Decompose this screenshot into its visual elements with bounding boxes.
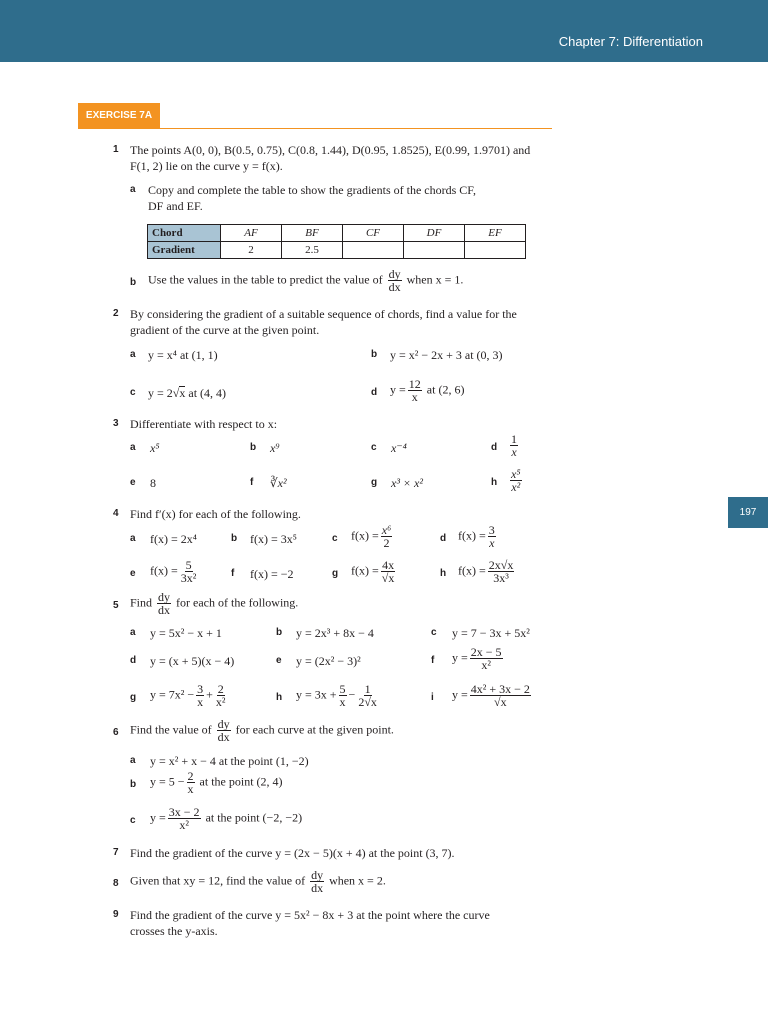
question-4e-expression xyxy=(150,559,199,584)
fraction xyxy=(187,770,195,795)
question-3g-expression: x³ × x² xyxy=(391,476,423,490)
fraction-denominator: dx xyxy=(388,280,401,294)
question-9-text-line2: crosses the y-axis. xyxy=(130,924,218,938)
question-4b-expression: f(x) = 3x⁵ xyxy=(250,532,297,546)
expr-part: at (4, 4) xyxy=(185,386,227,400)
question-6c-label: c xyxy=(130,815,136,826)
expr-part: y = 3x + xyxy=(296,687,337,702)
question-4f-expression: f(x) = −2 xyxy=(250,567,294,581)
question-3g-label: g xyxy=(371,477,378,488)
question-7-number: 7 xyxy=(113,847,119,858)
fraction-numerator: 3 xyxy=(197,682,204,696)
expr-part: f(x) = xyxy=(150,563,178,578)
fraction-denominator: x² xyxy=(511,480,521,494)
question-3c-label: c xyxy=(371,442,377,453)
expr-part: Find xyxy=(130,595,153,610)
fraction-numerator: 5 xyxy=(185,558,192,572)
question-2-text-line2: gradient of the curve at the given point. xyxy=(130,323,320,337)
table-cell: 2.5 xyxy=(282,242,343,259)
fraction xyxy=(470,646,503,671)
fraction-numerator: 1 xyxy=(511,432,517,446)
question-5i-expression xyxy=(452,683,533,708)
expr-part: y = 5 − xyxy=(150,774,185,789)
question-1b-text-post: when x = 1. xyxy=(406,272,464,287)
question-6b-label: b xyxy=(130,779,137,790)
fraction xyxy=(470,683,531,708)
expr-part: y = xyxy=(150,810,166,825)
question-1a-text-line1: Copy and complete the table to show the gradients of the chords CF, xyxy=(148,183,476,197)
question-6-text xyxy=(130,718,394,743)
question-5e-expression: y = (2x² − 3)² xyxy=(296,654,361,668)
fraction-denominator: 2 xyxy=(383,536,390,550)
expr-part: y = xyxy=(390,382,406,397)
fraction-numerator: 3x − 2 xyxy=(168,805,200,819)
question-3c-expression: x⁻⁴ xyxy=(391,441,407,455)
question-4b-label: b xyxy=(231,533,238,544)
question-2a-label: a xyxy=(130,349,136,360)
question-2b-expression: y = x² − 2x + 3 at (0, 3) xyxy=(390,348,503,362)
expr-part: y = xyxy=(452,687,468,702)
question-8-number: 8 xyxy=(113,878,119,889)
fraction-denominator: x² xyxy=(179,818,189,832)
expr-part: − xyxy=(348,687,356,702)
exercise-label: EXERCISE 7A xyxy=(78,103,160,129)
table-cell: CF xyxy=(343,225,404,242)
question-6b-expression xyxy=(150,770,283,795)
question-3f-expression: ∛x² xyxy=(270,476,287,490)
question-4f-label: f xyxy=(231,568,235,579)
fraction xyxy=(215,683,227,708)
question-5h-label: h xyxy=(276,692,283,703)
question-5e-label: e xyxy=(276,655,282,666)
table-cell: Gradient xyxy=(148,242,221,259)
question-3a-expression: x⁵ xyxy=(150,441,160,455)
fraction-denominator: x xyxy=(511,445,517,459)
fraction-numerator: dy xyxy=(388,267,401,281)
fraction-numerator: 2 xyxy=(187,769,194,783)
fraction-denominator: dx xyxy=(158,603,171,617)
table-cell: BF xyxy=(282,225,343,242)
question-5f-expression xyxy=(452,646,505,671)
question-5g-expression xyxy=(150,683,229,708)
fraction-numerator: 1 xyxy=(364,682,371,696)
fraction-numerator: 4x² + 3x − 2 xyxy=(470,682,530,696)
question-6a-label: a xyxy=(130,755,136,766)
question-3b-expression: x⁹ xyxy=(270,441,280,455)
chapter-title: Chapter 7: Differentiation xyxy=(558,34,703,49)
question-5b-expression: y = 2x³ + 8x − 4 xyxy=(296,626,374,640)
question-5b-label: b xyxy=(276,627,283,638)
page-number-tab: 197 xyxy=(728,497,768,528)
fraction xyxy=(180,559,198,584)
chord-gradient-table xyxy=(147,224,526,259)
question-1a-text-line2: DF and EF. xyxy=(148,199,203,213)
table-cell: Chord xyxy=(148,225,221,242)
table-cell: 2 xyxy=(221,242,282,259)
question-3d-label: d xyxy=(491,442,498,453)
radicand: x xyxy=(179,386,186,400)
expr-part: Given that xy = 12, find the value of xyxy=(130,873,306,888)
expr-part: Find the value of xyxy=(130,722,212,737)
question-8-text xyxy=(130,869,386,894)
question-4c-expression xyxy=(351,524,394,549)
table-cell xyxy=(404,242,465,259)
question-6c-expression xyxy=(150,806,302,831)
expr-part: f(x) = xyxy=(458,528,486,543)
question-3h-expression xyxy=(508,468,524,493)
question-2d-expression xyxy=(390,378,464,403)
question-1b-label: b xyxy=(130,277,137,288)
question-4h-expression xyxy=(458,559,516,584)
question-1b-text-pre: Use the values in the table to predict the value of xyxy=(148,272,383,287)
question-2d-label: d xyxy=(371,387,378,398)
fraction xyxy=(168,806,201,831)
fraction-denominator: x² xyxy=(215,695,226,709)
table-cell: AF xyxy=(221,225,282,242)
fraction xyxy=(381,559,396,584)
question-2a-expression: y = x⁴ at (1, 1) xyxy=(148,348,218,362)
question-3e-expression: 8 xyxy=(150,476,156,490)
question-4e-label: e xyxy=(130,568,136,579)
fraction-numerator: dy xyxy=(158,590,171,604)
expr-part: + xyxy=(206,687,213,702)
question-6a-expression: y = x² + x − 4 at the point (1, −2) xyxy=(150,754,309,768)
question-9-number: 9 xyxy=(113,909,119,920)
dy-dx-fraction xyxy=(157,591,171,616)
question-3f-label: f xyxy=(250,477,254,488)
question-1-text-line1: The points A(0, 0), B(0.5, 0.75), C(0.8, 1.44), D(0.95, 1.8525), E(0.99, 1.9701) and xyxy=(130,143,531,157)
question-3-text: Differentiate with respect to x: xyxy=(130,417,278,431)
fraction-denominator: dx xyxy=(311,881,324,895)
fraction-numerator: 5 xyxy=(339,682,346,696)
question-5d-expression: y = (x + 5)(x − 4) xyxy=(150,654,235,668)
question-4d-label: d xyxy=(440,533,447,544)
table-header-row xyxy=(148,225,526,242)
question-2-number: 2 xyxy=(113,308,119,319)
fraction-denominator: √x xyxy=(494,695,507,709)
table-cell: DF xyxy=(404,225,465,242)
dy-dx-fraction xyxy=(217,718,231,743)
question-3a-label: a xyxy=(130,442,136,453)
question-4h-label: h xyxy=(440,568,447,579)
expr-part: at the point (2, 4) xyxy=(199,774,283,789)
fraction xyxy=(510,468,522,493)
expr-part: f(x) = xyxy=(458,563,486,578)
fraction-denominator: dx xyxy=(217,730,230,744)
question-5i-label: i xyxy=(431,692,434,703)
chapter-header-bar xyxy=(0,0,768,62)
fraction-numerator: dy xyxy=(311,868,324,882)
fraction-numerator: dy xyxy=(217,717,230,731)
fraction-denominator: 3x³ xyxy=(493,571,509,585)
fraction-denominator: 3x² xyxy=(180,571,197,585)
question-4-number: 4 xyxy=(113,508,119,519)
dy-dx-fraction xyxy=(388,268,402,293)
question-5-number: 5 xyxy=(113,600,119,611)
question-6-number: 6 xyxy=(113,727,119,738)
question-9-text-line1: Find the gradient of the curve y = 5x² − 8x + 3 at the point where the curve xyxy=(130,908,490,922)
question-1-number: 1 xyxy=(113,144,119,155)
fraction-numerator: 12 xyxy=(408,377,421,391)
table-cell xyxy=(465,242,526,259)
question-5a-label: a xyxy=(130,627,136,638)
question-1b-text xyxy=(148,268,463,293)
question-5h-expression xyxy=(296,683,380,708)
expr-part: f(x) = xyxy=(351,563,379,578)
expr-part: at the point (−2, −2) xyxy=(205,810,303,825)
fraction-numerator: x⁵ xyxy=(511,467,521,481)
question-4c-label: c xyxy=(332,533,338,544)
question-4a-expression: f(x) = 2x⁴ xyxy=(150,532,197,546)
question-3-number: 3 xyxy=(113,418,119,429)
question-4d-expression xyxy=(458,524,498,549)
fraction xyxy=(381,524,393,549)
question-7-text: Find the gradient of the curve y = (2x − 5)(x + 4) at the point (3, 7). xyxy=(130,846,455,860)
expr-part: for each of the following. xyxy=(176,595,299,610)
fraction-numerator: 2x√x xyxy=(488,558,514,572)
table-cell xyxy=(343,242,404,259)
expr-part: y = 7x² − xyxy=(150,687,195,702)
fraction-numerator: 4x xyxy=(382,558,395,572)
question-2c-expression: y = 2√x at (4, 4) xyxy=(148,386,227,400)
expr-part: f(x) = xyxy=(351,528,379,543)
table-row xyxy=(148,242,526,259)
fraction-denominator: x xyxy=(187,782,194,796)
fraction xyxy=(488,559,515,584)
fraction-denominator: x xyxy=(489,536,495,550)
fraction-denominator: 2√x xyxy=(358,695,377,709)
question-5g-label: g xyxy=(130,692,137,703)
fraction-numerator: 2x − 5 xyxy=(470,645,502,659)
question-4g-expression xyxy=(351,559,397,584)
question-3h-label: h xyxy=(491,477,498,488)
fraction xyxy=(357,683,378,708)
question-5f-label: f xyxy=(431,655,435,666)
fraction-denominator: x xyxy=(197,695,204,709)
question-5-text xyxy=(130,591,298,616)
question-4g-label: g xyxy=(332,568,339,579)
question-3e-label: e xyxy=(130,477,136,488)
fraction-denominator: x² xyxy=(481,658,491,672)
table-cell: EF xyxy=(465,225,526,242)
expr-part: when x = 2. xyxy=(329,873,386,888)
fraction-numerator: 2 xyxy=(217,682,224,696)
fraction xyxy=(339,683,347,708)
fraction-numerator: x⁶ xyxy=(381,523,392,537)
dy-dx-fraction xyxy=(310,869,324,894)
question-3b-label: b xyxy=(250,442,257,453)
question-5a-expression: y = 5x² − x + 1 xyxy=(150,626,222,640)
expr-part: for each curve at the given point. xyxy=(235,722,394,737)
question-5c-label: c xyxy=(431,627,437,638)
question-1a-label: a xyxy=(130,184,136,195)
fraction-denominator: x xyxy=(411,390,418,404)
fraction xyxy=(488,524,496,549)
fraction xyxy=(408,378,422,403)
question-3d-expression xyxy=(508,433,520,458)
question-4a-label: a xyxy=(130,533,136,544)
expr-part: y = xyxy=(452,650,468,665)
fraction xyxy=(510,433,518,458)
fraction-denominator: x xyxy=(339,695,346,709)
fraction xyxy=(196,683,204,708)
question-5d-label: d xyxy=(130,655,137,666)
question-5c-expression: y = 7 − 3x + 5x² xyxy=(452,626,530,640)
fraction-numerator: 3 xyxy=(488,523,495,537)
expr-part: at (2, 6) xyxy=(426,382,465,397)
question-2-text-line1: By considering the gradient of a suitable sequence of chords, find a value for the xyxy=(130,307,517,321)
fraction-denominator: √x xyxy=(381,571,395,585)
question-4-text: Find f′(x) for each of the following. xyxy=(130,507,301,521)
question-2b-label: b xyxy=(371,349,378,360)
question-2c-label: c xyxy=(130,387,136,398)
expr-part: y = 2 xyxy=(148,386,173,400)
exercise-rule xyxy=(78,128,552,129)
question-1-text-line2: F(1, 2) lie on the curve y = f(x). xyxy=(130,159,283,173)
